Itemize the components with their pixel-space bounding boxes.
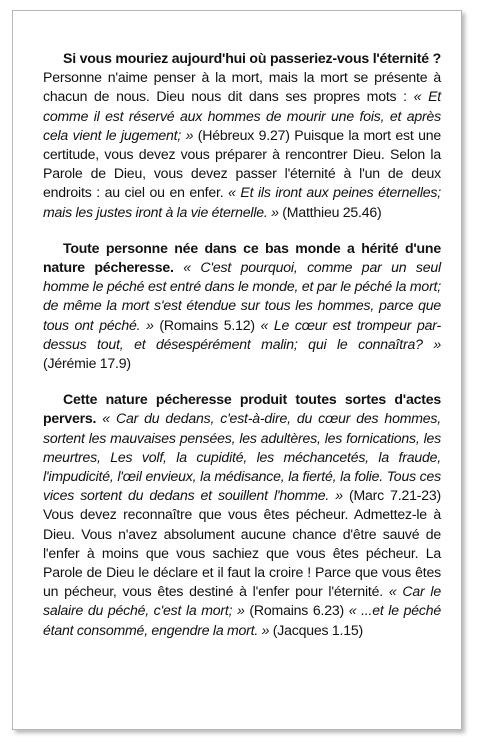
body-text: (Hébreux 9.27) Puisque la mort est une certitude, vous devez vous préparer à rencontrer Dieu. Selon la Parole de Dieu, vous devez passer l'éternité à l'un de deux endroits : au ciel ou en enfer. — [43, 126, 441, 201]
scripture-quote: « Et comme il est réservé aux hommes de mourir une fois, et après cela vient le jugement; » — [43, 88, 441, 143]
body-text — [174, 259, 184, 275]
scripture-quote: « Et ils iront aux peines éternelles; mais les justes iront à la vie éternelle. » — [43, 184, 441, 220]
scripture-reference: (Romains 5.12) — [153, 316, 261, 333]
scripture-quote: « Car le salaire du péché, c'est la mort; » — [43, 583, 441, 619]
paragraph-lead: Cette nature pécheresse produit toutes sortes d'actes pervers. — [43, 391, 441, 427]
document-body — [43, 49, 441, 657]
scripture-reference: (Romains 6.23) — [244, 602, 349, 619]
paragraph-nature-pecheresse — [43, 239, 441, 373]
paragraph-lead: Toute personne née dans ce bas monde a hérité d'une nature pécheresse. — [43, 239, 441, 276]
body-text: Personne n'aime penser à la mort, mais la mort se présente à chacun de nous. Dieu nous dit dans ses propres mots : — [43, 69, 441, 105]
paragraph-actes-pervers — [43, 390, 441, 640]
document-page — [12, 10, 462, 730]
body-text: (Marc 7.21-23) Vous devez reconnaître que vous êtes pécheur. Admettez-le à Dieu. Vous n'avez absolument aucune chance d'être sauvé de l'enfer à moins que vous sachiez que vous êtes pécheur. La Parole de Dieu le déclare et il faut la croire ! Parce que vous êtes un pécheur, vous êtes destiné à l'enfer pour l'éternité. — [43, 487, 442, 600]
scripture-quote: « C'est pourquoi, comme par un seul homme le péché est entré dans le monde, et par le péché la mort; de même la mort s'est étendue sur tous les hommes, parce que tous ont péché. » — [43, 259, 441, 333]
scripture-quote: « ...et le péché étant consommé, engendre la mort. » — [43, 602, 441, 638]
paragraph-eternite — [43, 49, 441, 222]
scripture-quote: « Car du dedans, c'est-à-dire, du cœur des hommes, sortent les mauvaises pensées, les adultères, les fornications, les meurtres, Les volf, la cupidité, les méchancetés, la fraude, l'impudicité, l'œil envieux, la médisance, la fierté, la folie. Tous ces vices sortent du dedans et souillent l'homme. » — [43, 410, 441, 504]
scripture-reference: (Matthieu 25.46) — [278, 203, 382, 220]
scripture-reference: (Jacques 1.15) — [269, 621, 363, 638]
scripture-reference: (Jérémie 17.9) — [43, 355, 131, 372]
scripture-quote: « Le cœur est trompeur par-dessus tout, et désespérément malin; qui le connaîtra? » — [43, 316, 441, 352]
paragraph-lead: Si vous mouriez aujourd'hui où passeriez-vous l'éternité ? — [63, 50, 441, 66]
